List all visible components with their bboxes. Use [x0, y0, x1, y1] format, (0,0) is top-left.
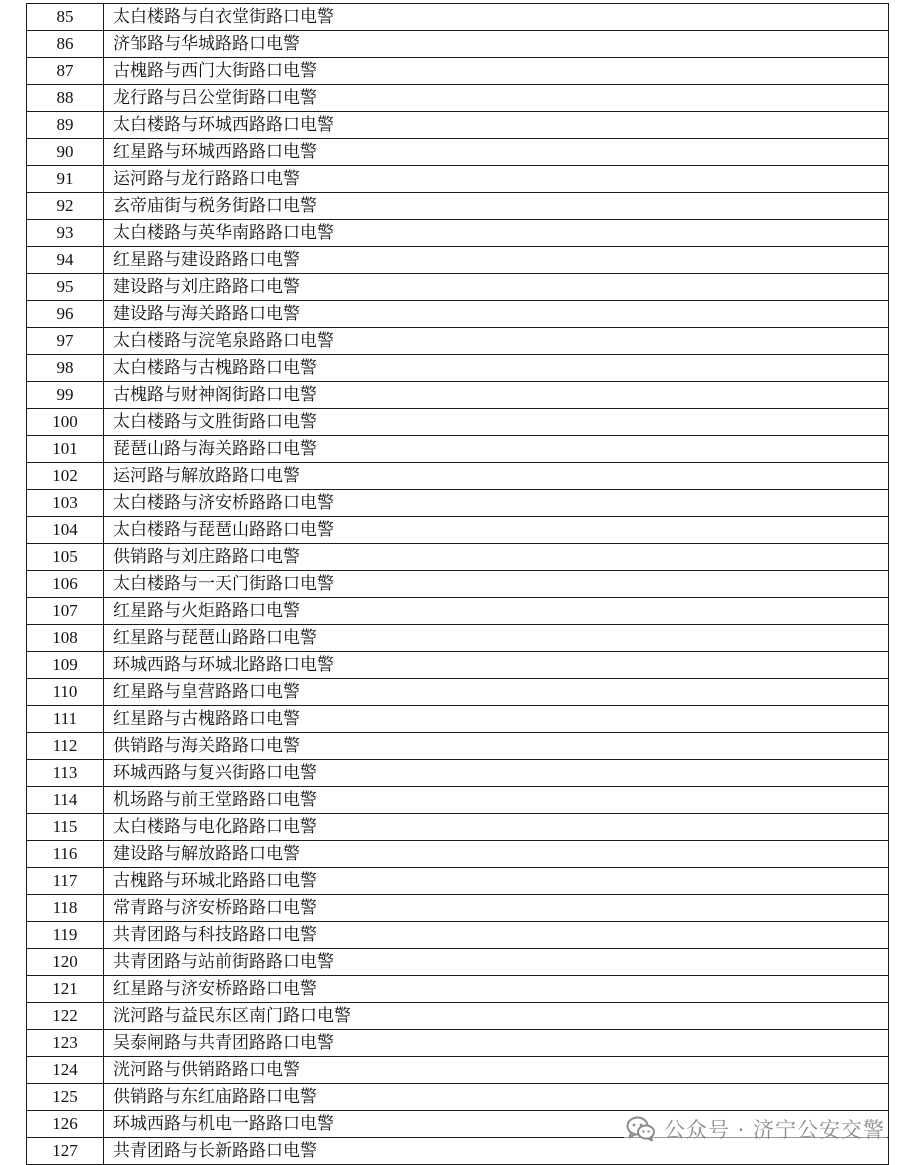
table-row	[27, 922, 889, 949]
table-row	[27, 139, 889, 166]
table-row	[27, 58, 889, 85]
watermark	[624, 1114, 887, 1144]
row-number: 94	[27, 247, 104, 274]
row-number: 91	[27, 166, 104, 193]
intersection-location: 红星路与建设路路口电警	[104, 247, 889, 274]
table-row	[27, 463, 889, 490]
row-number: 110	[27, 679, 104, 706]
table-body	[27, 4, 889, 1165]
row-number: 87	[27, 58, 104, 85]
intersection-location: 太白楼路与白衣堂街路口电警	[104, 4, 889, 31]
table-row	[27, 274, 889, 301]
intersection-location: 太白楼路与环城西路路口电警	[104, 112, 889, 139]
intersection-location: 红星路与火炬路路口电警	[104, 598, 889, 625]
table-row	[27, 814, 889, 841]
table-row	[27, 490, 889, 517]
row-number: 118	[27, 895, 104, 922]
table-row	[27, 1057, 889, 1084]
table-row	[27, 787, 889, 814]
intersection-location: 红星路与皇营路路口电警	[104, 679, 889, 706]
intersection-location: 供销路与东红庙路路口电警	[104, 1084, 889, 1111]
row-number: 112	[27, 733, 104, 760]
row-number: 86	[27, 31, 104, 58]
intersection-location: 常青路与济安桥路路口电警	[104, 895, 889, 922]
intersection-location: 太白楼路与文胜街路口电警	[104, 409, 889, 436]
row-number: 85	[27, 4, 104, 31]
intersection-location: 共青团路与科技路路口电警	[104, 922, 889, 949]
row-number: 119	[27, 922, 104, 949]
row-number: 108	[27, 625, 104, 652]
table-row	[27, 706, 889, 733]
intersection-location: 共青团路与长新路路口电警	[104, 1138, 889, 1165]
intersection-location: 运河路与解放路路口电警	[104, 463, 889, 490]
table-row	[27, 166, 889, 193]
row-number: 97	[27, 328, 104, 355]
row-number: 111	[27, 706, 104, 733]
row-number: 107	[27, 598, 104, 625]
table-row	[27, 652, 889, 679]
row-number: 120	[27, 949, 104, 976]
intersection-location: 古槐路与西门大街路口电警	[104, 58, 889, 85]
intersection-location: 建设路与解放路路口电警	[104, 841, 889, 868]
table-row	[27, 328, 889, 355]
intersection-location: 琵琶山路与海关路路口电警	[104, 436, 889, 463]
wechat-icon	[626, 1116, 656, 1142]
table-row	[27, 760, 889, 787]
intersection-location: 红星路与环城西路路口电警	[104, 139, 889, 166]
row-number: 101	[27, 436, 104, 463]
table-row	[27, 868, 889, 895]
table-row	[27, 544, 889, 571]
row-number: 122	[27, 1003, 104, 1030]
row-number: 92	[27, 193, 104, 220]
row-number: 106	[27, 571, 104, 598]
intersection-table-container	[26, 3, 888, 1165]
table-row	[27, 436, 889, 463]
table-row	[27, 355, 889, 382]
row-number: 126	[27, 1111, 104, 1138]
intersection-location: 供销路与海关路路口电警	[104, 733, 889, 760]
table-row	[27, 301, 889, 328]
intersection-location: 太白楼路与电化路路口电警	[104, 814, 889, 841]
table-row	[27, 4, 889, 31]
table-row	[27, 949, 889, 976]
table-row	[27, 571, 889, 598]
row-number: 109	[27, 652, 104, 679]
row-number: 127	[27, 1138, 104, 1165]
row-number: 121	[27, 976, 104, 1003]
intersection-location: 红星路与济安桥路路口电警	[104, 976, 889, 1003]
row-number: 105	[27, 544, 104, 571]
table-row	[27, 1003, 889, 1030]
table-row	[27, 247, 889, 274]
table-row	[27, 895, 889, 922]
table-row	[27, 976, 889, 1003]
row-number: 93	[27, 220, 104, 247]
row-number: 95	[27, 274, 104, 301]
row-number: 88	[27, 85, 104, 112]
table-row	[27, 1084, 889, 1111]
row-number: 124	[27, 1057, 104, 1084]
row-number: 115	[27, 814, 104, 841]
intersection-location: 环城西路与复兴街路口电警	[104, 760, 889, 787]
row-number: 89	[27, 112, 104, 139]
intersection-location: 洸河路与供销路路口电警	[104, 1057, 889, 1084]
watermark-text: 公众号 · 济宁公安交警	[663, 1118, 885, 1142]
intersection-location: 建设路与海关路路口电警	[104, 301, 889, 328]
table-row	[27, 220, 889, 247]
intersection-location: 太白楼路与古槐路路口电警	[104, 355, 889, 382]
intersection-location: 古槐路与环城北路路口电警	[104, 868, 889, 895]
row-number: 90	[27, 139, 104, 166]
row-number: 98	[27, 355, 104, 382]
intersection-location: 太白楼路与英华南路路口电警	[104, 220, 889, 247]
table-row	[27, 85, 889, 112]
row-number: 123	[27, 1030, 104, 1057]
intersection-location: 太白楼路与琵琶山路路口电警	[104, 517, 889, 544]
row-number: 114	[27, 787, 104, 814]
table-row	[27, 1030, 889, 1057]
row-number: 104	[27, 517, 104, 544]
row-number: 102	[27, 463, 104, 490]
row-number: 96	[27, 301, 104, 328]
intersection-location: 供销路与刘庄路路口电警	[104, 544, 889, 571]
intersection-location: 红星路与古槐路路口电警	[104, 706, 889, 733]
intersection-location: 机场路与前王堂路路口电警	[104, 787, 889, 814]
intersection-location: 吴泰闸路与共青团路路口电警	[104, 1030, 889, 1057]
intersection-location: 古槐路与财神阁街路口电警	[104, 382, 889, 409]
table-row	[27, 679, 889, 706]
table-row	[27, 598, 889, 625]
table-row	[27, 517, 889, 544]
table-row	[27, 841, 889, 868]
table-row	[27, 733, 889, 760]
intersection-location: 太白楼路与浣笔泉路路口电警	[104, 328, 889, 355]
intersection-location: 太白楼路与济安桥路路口电警	[104, 490, 889, 517]
intersection-location: 共青团路与站前街路路口电警	[104, 949, 889, 976]
table-row	[27, 31, 889, 58]
intersection-camera-table	[26, 3, 889, 1165]
table-row	[27, 625, 889, 652]
intersection-location: 红星路与琵琶山路路口电警	[104, 625, 889, 652]
intersection-location: 玄帝庙街与税务街路口电警	[104, 193, 889, 220]
intersection-location: 环城西路与机电一路路口电警	[104, 1111, 889, 1138]
intersection-location: 运河路与龙行路路口电警	[104, 166, 889, 193]
intersection-location: 龙行路与吕公堂街路口电警	[104, 85, 889, 112]
table-row	[27, 193, 889, 220]
row-number: 99	[27, 382, 104, 409]
row-number: 117	[27, 868, 104, 895]
intersection-location: 洸河路与益民东区南门路口电警	[104, 1003, 889, 1030]
table-row	[27, 382, 889, 409]
intersection-location: 建设路与刘庄路路口电警	[104, 274, 889, 301]
intersection-location: 太白楼路与一天门街路口电警	[104, 571, 889, 598]
row-number: 125	[27, 1084, 104, 1111]
table-row	[27, 409, 889, 436]
row-number: 103	[27, 490, 104, 517]
intersection-location: 济邹路与华城路路口电警	[104, 31, 889, 58]
intersection-location: 环城西路与环城北路路口电警	[104, 652, 889, 679]
table-row	[27, 112, 889, 139]
row-number: 100	[27, 409, 104, 436]
row-number: 113	[27, 760, 104, 787]
row-number: 116	[27, 841, 104, 868]
